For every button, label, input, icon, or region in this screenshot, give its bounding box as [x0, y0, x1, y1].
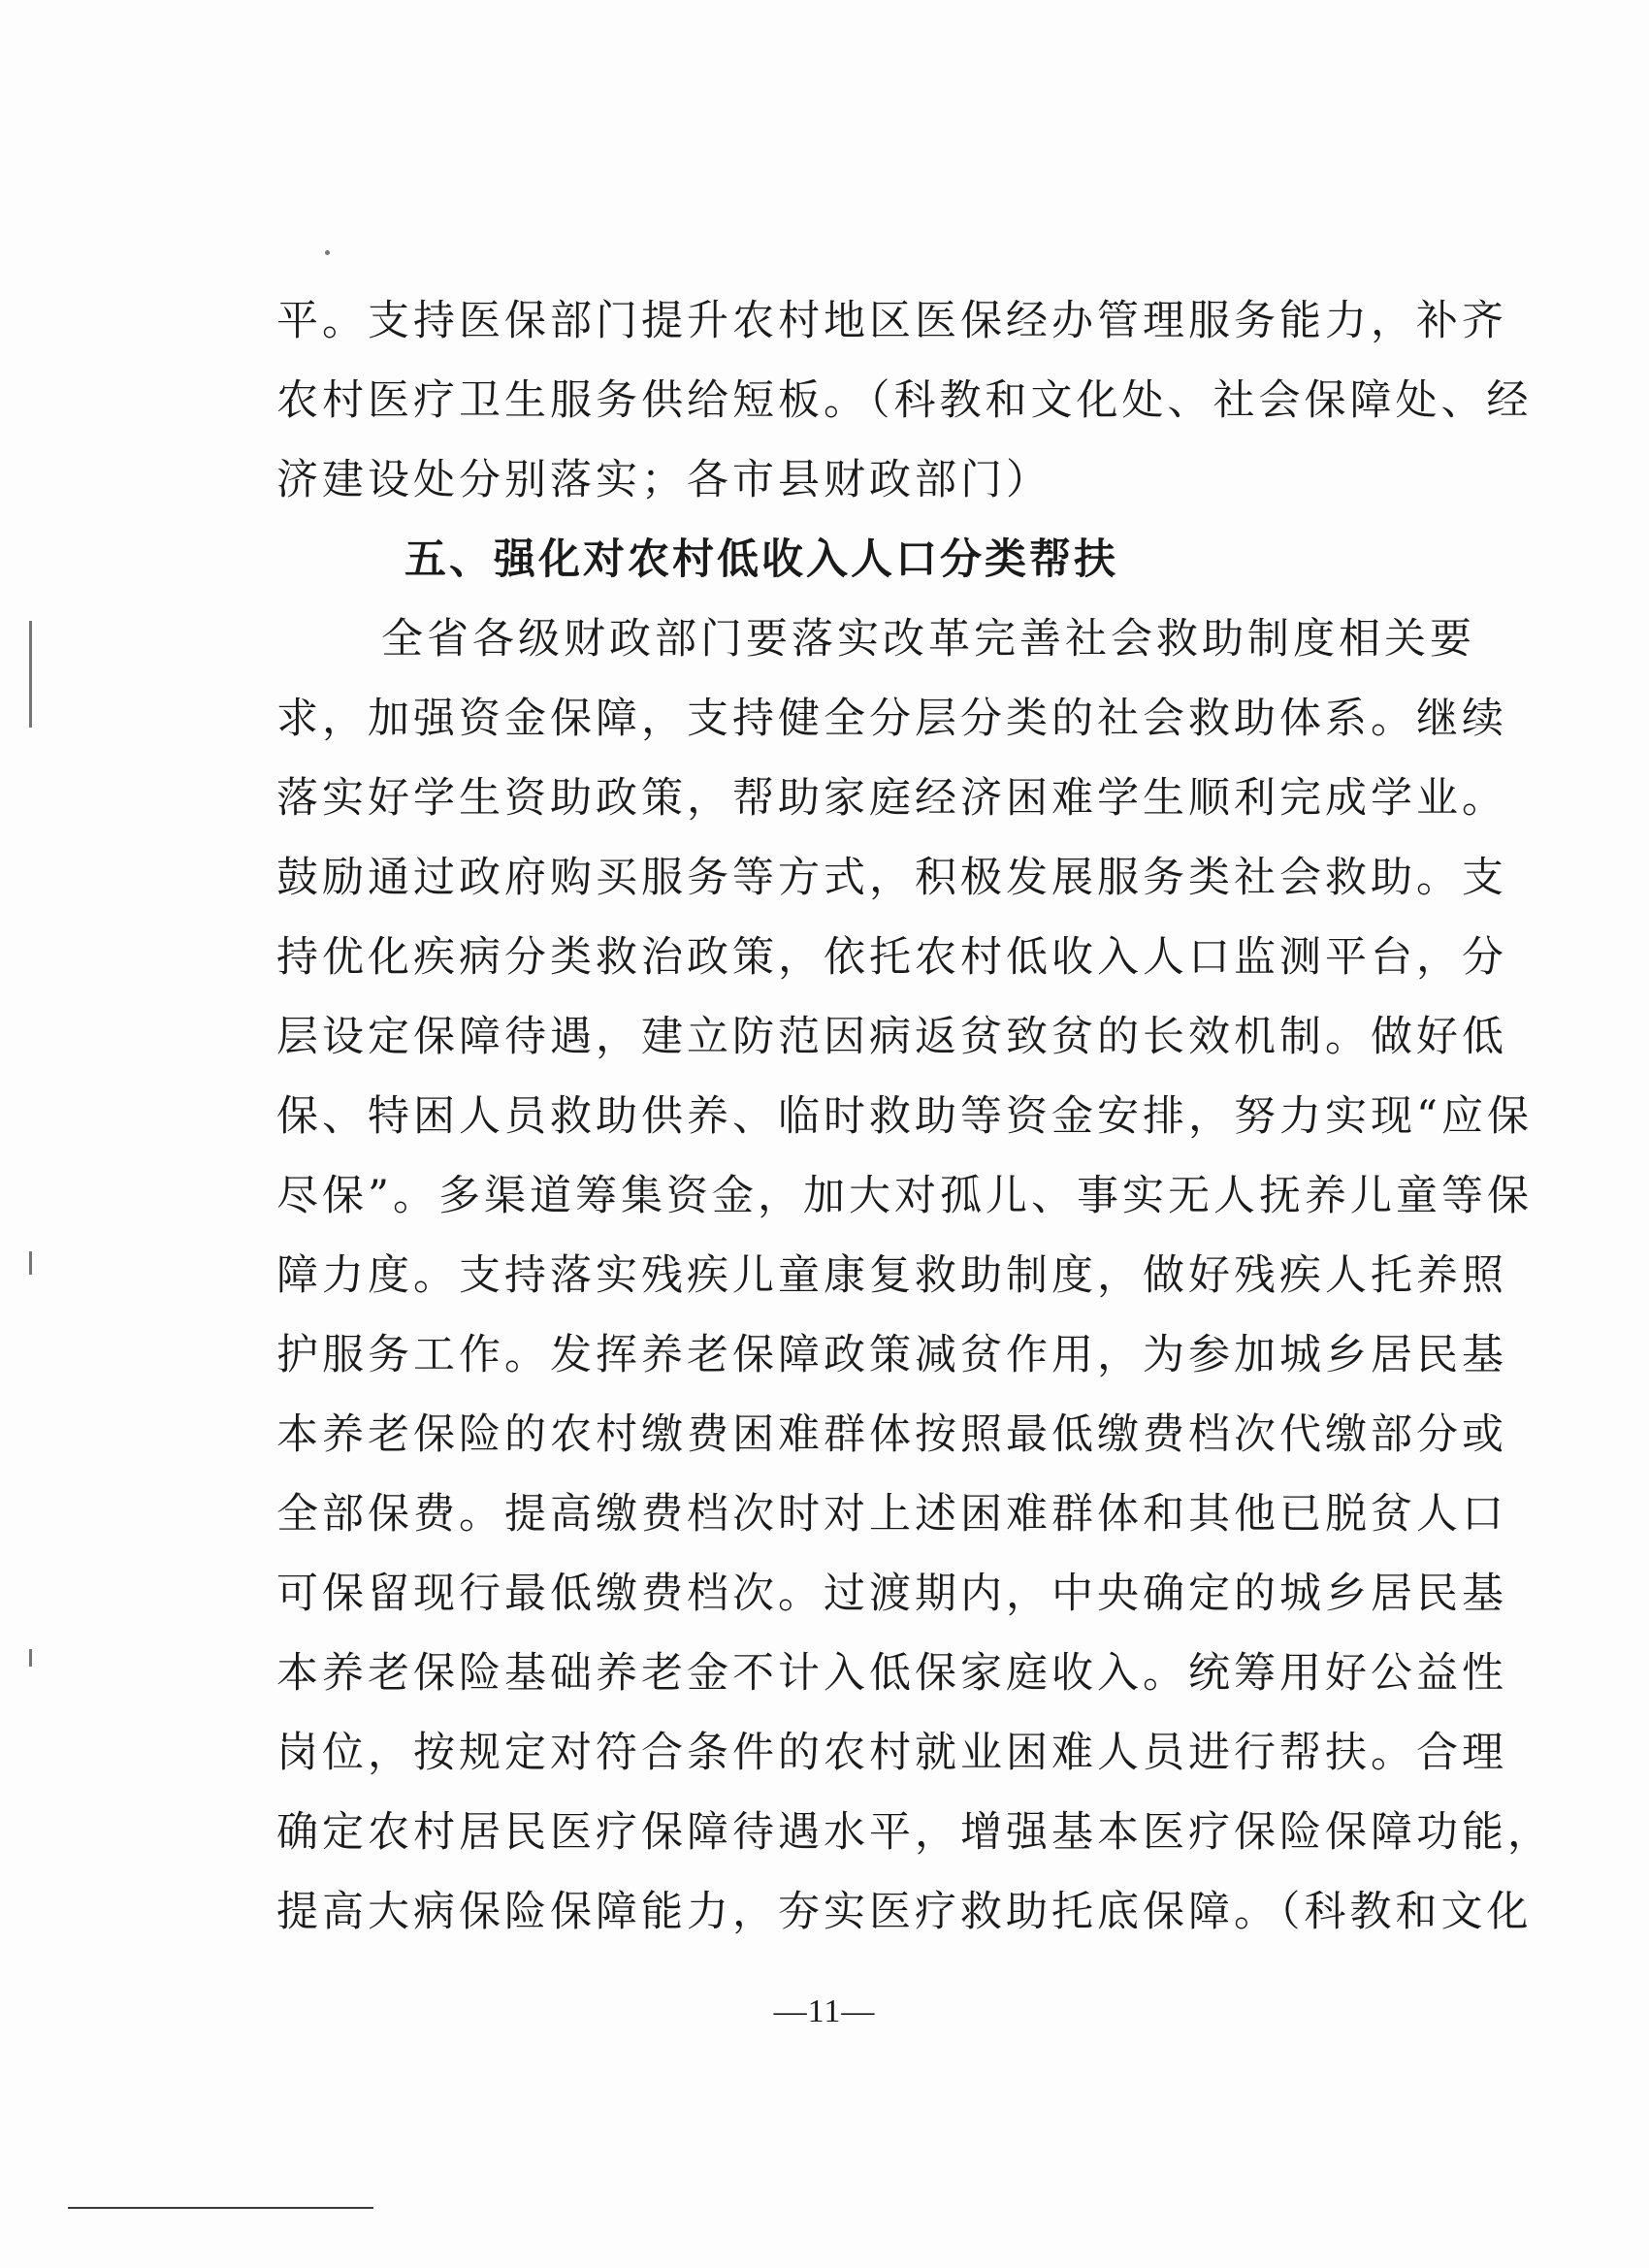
paragraph-line: 尽保”。多渠道筹集资金，加大对孤儿、事实无人抚养儿童等保	[276, 1172, 1533, 1220]
paragraph-line: 平。支持医保部门提升农村地区医保经办管理服务能力，补齐	[276, 297, 1507, 345]
paragraph-line: 全部保费。提高缴费档次时对上述困难群体和其他已脱贫人口	[276, 1490, 1507, 1539]
section-heading: 五、强化对农村低收入人口分类帮扶	[404, 535, 1118, 584]
paragraph-line: 可保留现行最低缴费档次。过渡期内，中央确定的城乡居民基	[276, 1570, 1507, 1618]
scan-speck	[325, 250, 330, 255]
binding-mark	[29, 1649, 32, 1667]
paragraph-line: 障力度。支持落实残疾儿童康复救助制度，做好残疾人托养照	[276, 1251, 1507, 1300]
paragraph-line: 保、特困人员救助供养、临时救助等资金安排，努力实现“应保	[276, 1092, 1533, 1141]
paragraph-line: 鼓励通过政府购买服务等方式，积极发展服务类社会救助。支	[276, 854, 1507, 902]
paragraph-line: 岗位，按规定对符合条件的农村就业困难人员进行帮扶。合理	[276, 1729, 1507, 1777]
paragraph-line: 落实好学生资助政策，帮助家庭经济困难学生顺利完成学业。	[276, 774, 1507, 823]
binding-mark	[29, 621, 32, 728]
paragraph-line: 济建设处分别落实；各市县财政部门）	[276, 456, 1051, 504]
paragraph-line: 提高大病保险保障能力，夯实医疗救助托底保障。（科教和文化	[276, 1888, 1533, 1936]
binding-mark	[29, 1251, 32, 1275]
paragraph-line: 求，加强资金保障，支持健全分层分类的社会救助体系。继续	[276, 695, 1507, 743]
document-body	[276, 281, 1553, 1952]
paragraph-line: 本养老保险基础养老金不计入低保家庭收入。统筹用好公益性	[276, 1649, 1507, 1698]
paragraph-line: 农村医疗卫生服务供给短板。（科教和文化处、社会保障处、经	[276, 376, 1533, 425]
paragraph-line: 确定农村居民医疗保障待遇水平，增强基本医疗保险保障功能，	[276, 1808, 1553, 1857]
paragraph-line: 层设定保障待遇，建立防范因病返贫致贫的长效机制。做好低	[276, 1013, 1507, 1061]
paragraph-line: 本养老保险的农村缴费困难群体按照最低缴费档次代缴部分或	[276, 1410, 1507, 1459]
paragraph-line: 持优化疾病分类救治政策，依托农村低收入人口监测平台，分	[276, 933, 1507, 982]
page-number: —11—	[773, 1993, 876, 2029]
paragraph-line: 护服务工作。发挥养老保障政策减贫作用，为参加城乡居民基	[276, 1331, 1507, 1379]
footer-rule	[68, 2207, 373, 2209]
paragraph-line: 全省各级财政部门要落实改革完善社会救助制度相关要	[381, 615, 1475, 664]
